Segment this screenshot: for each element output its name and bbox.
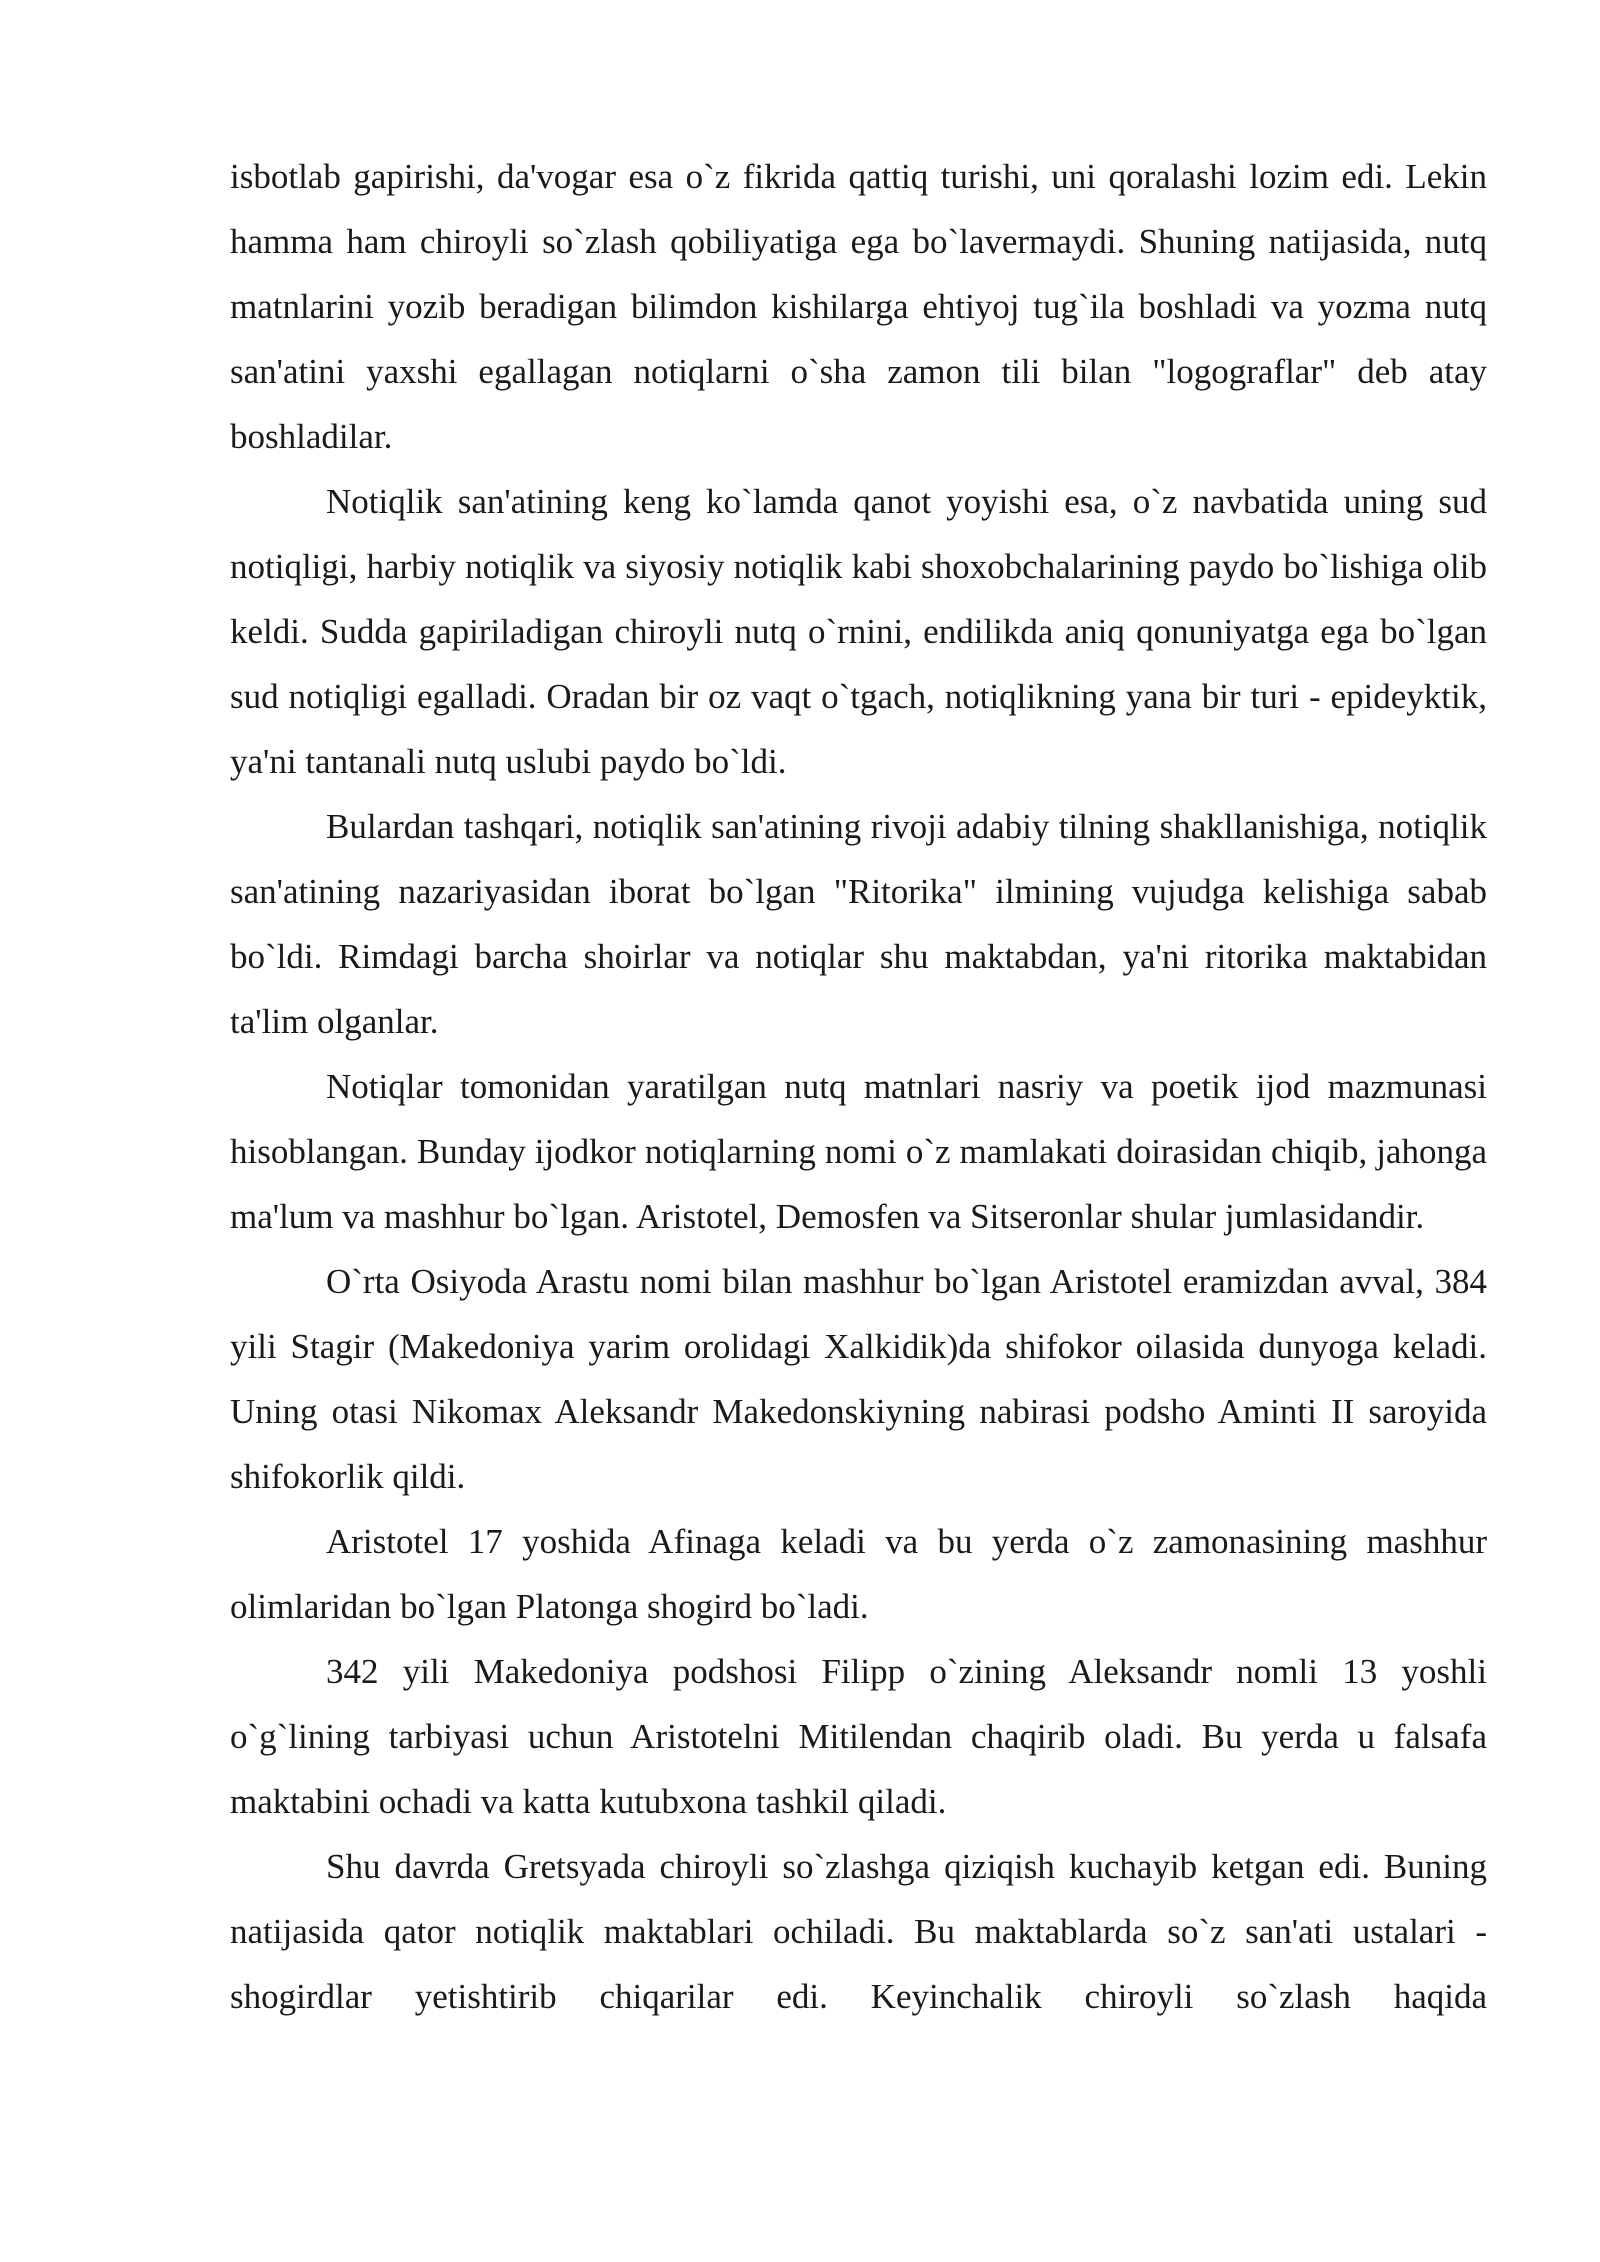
paragraph-4: Notiqlar tomonidan yaratilgan nutq matnlari nasriy va poetik ijod mazmunasi hisoblangan. Bunday ijodkor notiqlarning nomi o`z mamlakati doirasidan chiqib, jahonga ma'lum va mashhur bo`lgan. Aristotel, Demosfen va Sitseronlar shular jumlasidandir.: [230, 1067, 1487, 1236]
document-body: [230, 144, 1487, 2029]
paragraph-5: O`rta Osiyoda Arastu nomi bilan mashhur bo`lgan Aristotel eramizdan avval, 384 yili Stagir (Makedoniya yarim orolidagi Xalkidik)da shifokor oilasida dunyoga keladi. Uning otasi Nikomax Aleksandr Makedonskiyning nabirasi podsho Aminti II saroyida shifokorlik qildi.: [230, 1262, 1487, 1496]
paragraph-2: Notiqlik san'atining keng ko`lamda qanot yoyishi esa, o`z navbatida uning sud notiqligi, harbiy notiqlik va siyosiy notiqlik kabi shoxobchalarining paydo bo`lishiga olib keldi. Sudda gapiriladigan chiroyli nutq o`rnini, endilikda aniq qonuniyatga ega bo`lgan sud notiqligi egalladi. Oradan bir oz vaqt o`tgach, notiqlikning yana bir turi - epideyktik, ya'ni tantanali nutq uslubi paydo bo`ldi.: [230, 482, 1487, 781]
paragraph-7: 342 yili Makedoniya podshosi Filipp o`zining Aleksandr nomli 13 yoshli o`g`lining tarbiyasi uchun Aristotelni Mitilendan chaqirib oladi. Bu yerda u falsafa maktabini ochadi va katta kutubxona tashkil qiladi.: [230, 1652, 1487, 1821]
paragraph-3: Bulardan tashqari, notiqlik san'atining rivoji adabiy tilning shakllanishiga, notiqlik san'atining nazariyasidan iborat bo`lgan "Ritorika" ilmining vujudga kelishiga sabab bo`ldi. Rimdagi barcha shoirlar va notiqlar shu maktabdan, ya'ni ritorika maktabidan ta'lim olganlar.: [230, 807, 1487, 1041]
paragraph-6: Aristotel 17 yoshida Afinaga keladi va bu yerda o`z zamonasining mashhur olimlaridan bo`lgan Platonga shogird bo`ladi.: [230, 1522, 1487, 1626]
paragraph-8: Shu davrda Gretsyada chiroyli so`zlashga qiziqish kuchayib ketgan edi. Buning natijasida qator notiqlik maktablari ochiladi. Bu maktablarda so`z san'ati ustalari - shogirdlar yetishtirib chiqarilar edi. Keyinchalik chiroyli so`zlash haqida: [230, 1847, 1487, 2016]
paragraph-1: isbotlab gapirishi, da'vogar esa o`z fikrida qattiq turishi, uni qoralashi lozim edi. Lekin hamma ham chiroyli so`zlash qobiliyatiga ega bo`lavermaydi. Shuning natijasida, nutq matnlarini yozib beradigan bilimdon kishilarga ehtiyoj tug`ila boshladi va yozma nutq san'atini yaxshi egallagan notiqlarni o`sha zamon tili bilan "logograflar" deb atay boshladilar.: [230, 157, 1487, 456]
